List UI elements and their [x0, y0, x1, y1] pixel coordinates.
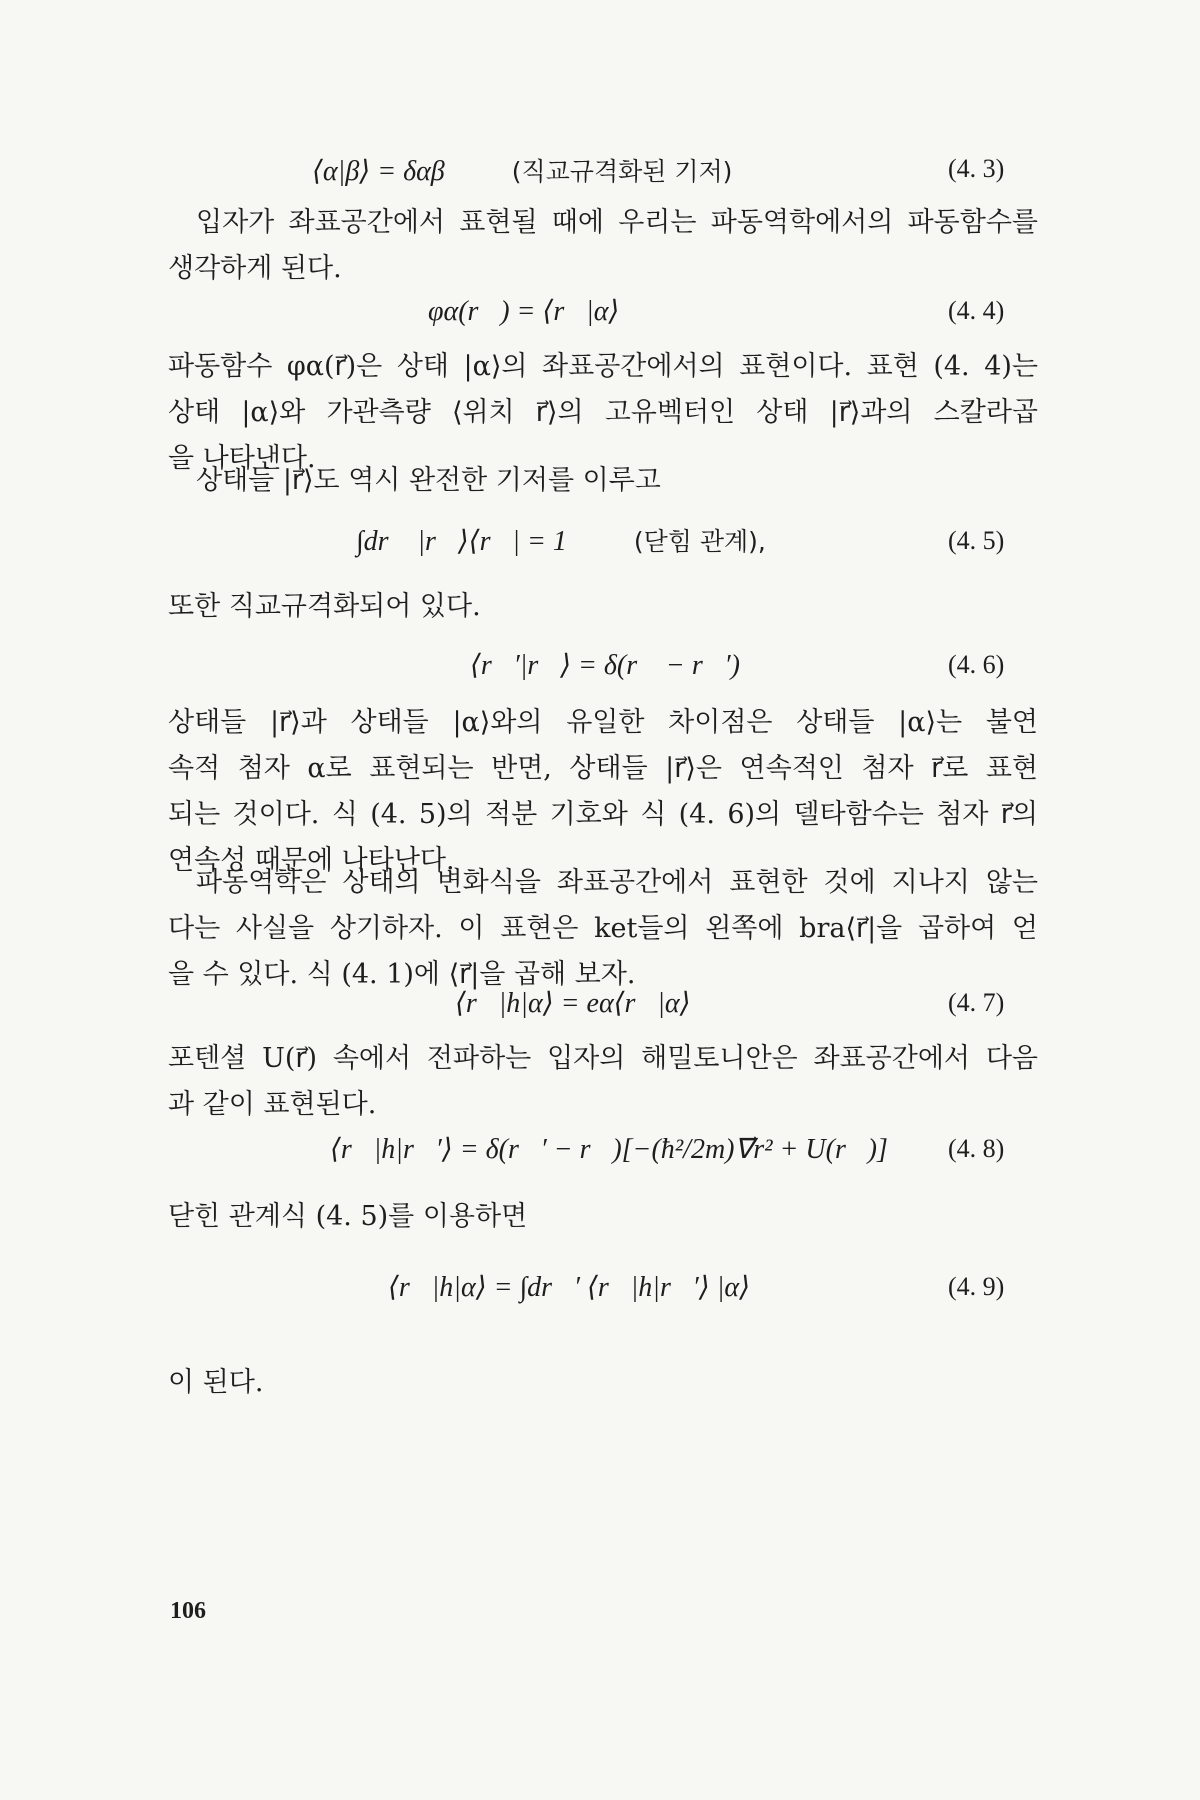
equation-number: (4. 3) [948, 154, 1005, 183]
paragraph [168, 458, 1038, 504]
text-line: 속적 첨자 α로 표현되는 반면, 상태들 |r⃗⟩은 연속적인 첨자 r⃗로 표현 [168, 753, 1038, 784]
equation-number: (4. 8) [948, 1134, 1005, 1163]
equation-number: (4. 4) [948, 296, 1005, 325]
equation-formula: ⟨r⃗|h|α⟩ = eα⟨r⃗|α⟩ [455, 988, 691, 1019]
equation-formula: φα(r⃗) = ⟨r⃗|α⟩ [428, 296, 620, 327]
page-number: 106 [170, 1598, 206, 1624]
text-line: 파동함수 φα(r⃗)은 상태 |α⟩의 좌표공간에서의 표현이다. 표현 (4. 4)는 [168, 351, 1038, 382]
paragraph [168, 200, 1038, 292]
equation-number: (4. 9) [948, 1272, 1005, 1301]
text-line: 파동역학은 상태의 변화식을 좌표공간에서 표현한 것에 지나지 않는 [196, 867, 1038, 898]
equation-number: (4. 5) [948, 526, 1005, 555]
paragraph [168, 1194, 1038, 1240]
text-line: 또한 직교규격화되어 있다. [168, 591, 481, 622]
text-line: 을 수 있다. 식 (4. 1)에 ⟨r⃗|을 곱해 보자. [168, 959, 636, 990]
text-line: 다는 사실을 상기하자. 이 표현은 ket들의 왼쪽에 bra⟨r⃗|을 곱하여 얻 [168, 913, 1038, 944]
text-line: 되는 것이다. 식 (4. 5)의 적분 기호와 식 (4. 6)의 델타함수는 첨자 r⃗의 [168, 799, 1038, 830]
equation-4-5 [356, 522, 766, 558]
text-line: 연속성 때문에 나타난다. [168, 845, 455, 876]
text-line: 상태들 |r⃗⟩과 상태들 |α⟩와의 유일한 차이점은 상태들 |α⟩는 불연 [168, 707, 1038, 738]
equation-4-9 [388, 1270, 750, 1304]
paragraph [168, 1360, 1038, 1406]
equation-formula: ⟨α|β⟩ = δαβ [312, 156, 445, 187]
equation-4-3 [312, 152, 732, 188]
equation-4-6 [470, 648, 740, 682]
paragraph [168, 700, 1038, 884]
equation-4-4 [428, 294, 619, 328]
equation-formula: ⟨r⃗′|r⃗⟩ = δ(r⃗ − r⃗′) [470, 650, 740, 681]
paragraph [168, 584, 1038, 630]
paragraph [168, 860, 1038, 998]
equation-number: (4. 7) [948, 988, 1005, 1017]
text-line: 과 같이 표현된다. [168, 1089, 377, 1120]
text-line: 닫힌 관계식 (4. 5)를 이용하면 [168, 1201, 528, 1232]
text-line: 이 된다. [168, 1367, 264, 1398]
equation-4-8 [330, 1132, 888, 1166]
equation-formula: ⟨r⃗|h|r⃗′⟩ = δ(r⃗′ − r⃗)[−(ħ²/2m)∇⃗r² + U(r⃗)] [330, 1134, 888, 1165]
text-line: 포텐셜 U(r⃗) 속에서 전파하는 입자의 해밀토니안은 좌표공간에서 다음 [168, 1043, 1038, 1074]
text-line: 입자가 좌표공간에서 표현될 때에 우리는 파동역학에서의 파동함수를 [196, 207, 1038, 238]
equation-formula: ⟨r⃗|h|α⟩ = ∫dr⃗′ ⟨r⃗|h|r⃗′⟩ |α⟩ [388, 1272, 751, 1303]
text-line: 상태 |α⟩와 가관측량 ⟨위치 r⃗⟩의 고유벡터인 상태 |r⃗⟩과의 스칼라곱 [168, 397, 1038, 428]
equation-number: (4. 6) [948, 650, 1005, 679]
text-line: 을 나타낸다. [168, 443, 316, 474]
equation-4-7 [455, 986, 691, 1020]
equation-comment: (직교규격화된 기저) [511, 157, 733, 186]
equation-comment: (닫힘 관계), [633, 527, 766, 556]
equation-formula: ∫dr⃗ |r⃗⟩⟨r⃗| = 1 [356, 526, 567, 557]
text-line: 상태들 |r⃗⟩도 역시 완전한 기저를 이루고 [196, 465, 661, 496]
paragraph [168, 1036, 1038, 1128]
text-line: 생각하게 된다. [168, 253, 342, 284]
